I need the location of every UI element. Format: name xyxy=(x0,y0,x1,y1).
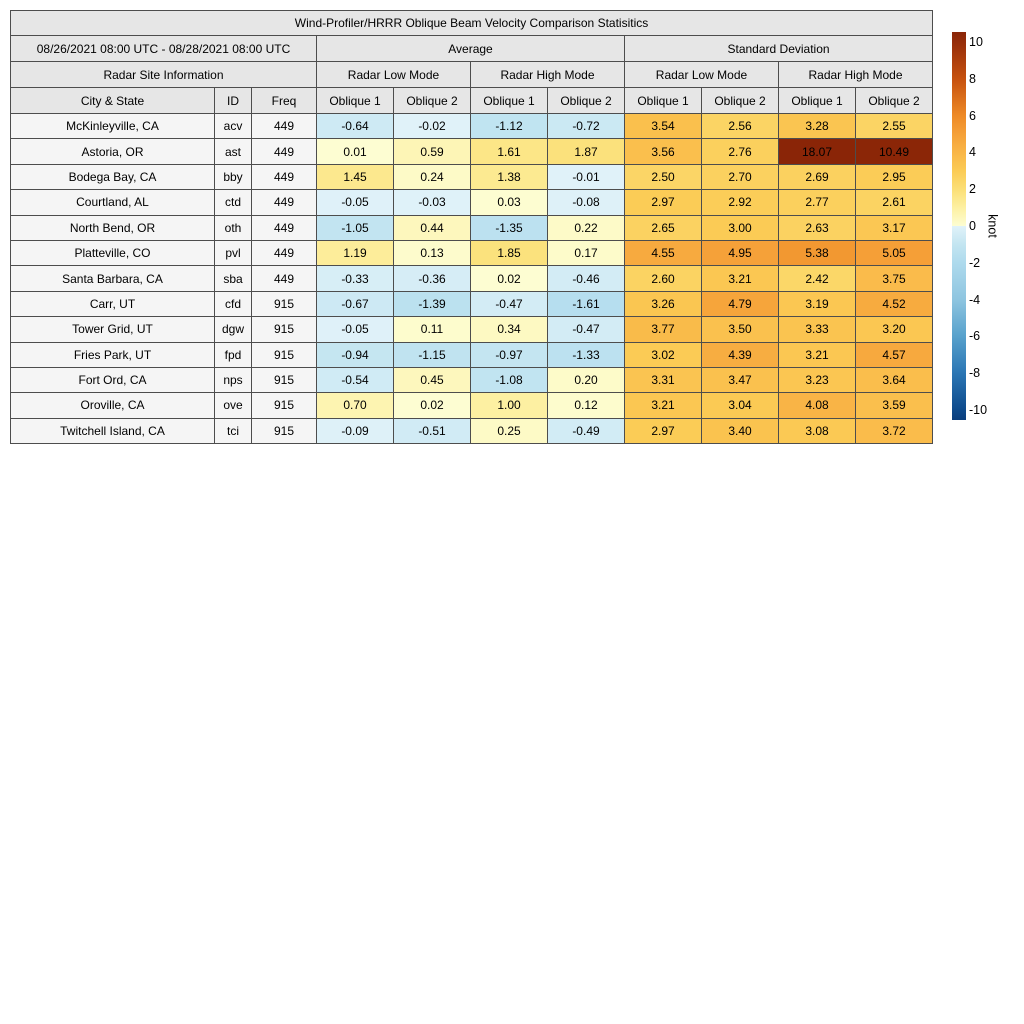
cell-value: 4.52 xyxy=(856,291,933,316)
cell-value: 3.54 xyxy=(625,114,702,139)
cell-freq: 915 xyxy=(252,317,317,342)
cell-value: -0.94 xyxy=(317,342,394,367)
colorbar-tick-label: 10 xyxy=(969,34,983,49)
cell-value: 3.40 xyxy=(702,418,779,443)
cell-value: 0.01 xyxy=(317,139,394,164)
cell-id: acv xyxy=(215,114,252,139)
group-header-average: Average xyxy=(317,36,625,62)
cell-city: Platteville, CO xyxy=(11,240,215,265)
cell-id: dgw xyxy=(215,317,252,342)
cell-value: -0.49 xyxy=(548,418,625,443)
cell-city: Tower Grid, UT xyxy=(11,317,215,342)
cell-value: 1.19 xyxy=(317,240,394,265)
cell-freq: 915 xyxy=(252,291,317,316)
colorbar-tick-label: -8 xyxy=(969,365,981,380)
cell-freq: 449 xyxy=(252,190,317,215)
cell-value: -0.01 xyxy=(548,164,625,189)
cell-value: 10.49 xyxy=(856,139,933,164)
cell-value: 3.00 xyxy=(702,215,779,240)
col-header-oblique1: Oblique 1 xyxy=(625,88,702,114)
cell-value: 1.85 xyxy=(471,240,548,265)
figure-title: Wind-Profiler/HRRR Oblique Beam Velocity Comparison Statisitics xyxy=(11,11,933,36)
table-row xyxy=(11,215,933,240)
colorbar-tick-label: -6 xyxy=(969,329,981,344)
group-header-standard-deviation: Standard Deviation xyxy=(625,36,933,62)
cell-value: -1.33 xyxy=(548,342,625,367)
cell-value: 3.77 xyxy=(625,317,702,342)
cell-value: 0.17 xyxy=(548,240,625,265)
colorbar-tick-label: -10 xyxy=(969,402,988,417)
colorbar-tick-label: 2 xyxy=(969,181,976,196)
cell-freq: 915 xyxy=(252,418,317,443)
colorbar-unit-label: knot xyxy=(985,214,1000,238)
col-header-freq: Freq xyxy=(252,88,317,114)
col-header-oblique2: Oblique 2 xyxy=(856,88,933,114)
cell-value: -1.08 xyxy=(471,367,548,392)
cell-value: 0.03 xyxy=(471,190,548,215)
cell-id: bby xyxy=(215,164,252,189)
cell-value: 2.77 xyxy=(779,190,856,215)
table-row xyxy=(11,291,933,316)
cell-value: 2.50 xyxy=(625,164,702,189)
cell-city: Fries Park, UT xyxy=(11,342,215,367)
cell-value: 5.05 xyxy=(856,240,933,265)
cell-value: 2.65 xyxy=(625,215,702,240)
cell-value: 2.70 xyxy=(702,164,779,189)
cell-id: ctd xyxy=(215,190,252,215)
col-header-city-state: City & State xyxy=(11,88,215,114)
cell-value: -1.05 xyxy=(317,215,394,240)
table-row xyxy=(11,317,933,342)
cell-value: -0.02 xyxy=(394,114,471,139)
cell-freq: 449 xyxy=(252,139,317,164)
cell-value: 18.07 xyxy=(779,139,856,164)
cell-value: -0.67 xyxy=(317,291,394,316)
cell-value: 1.87 xyxy=(548,139,625,164)
cell-value: -1.39 xyxy=(394,291,471,316)
cell-value: 3.21 xyxy=(779,342,856,367)
cell-city: Santa Barbara, CA xyxy=(11,266,215,291)
cell-value: 0.34 xyxy=(471,317,548,342)
cell-value: 3.04 xyxy=(702,393,779,418)
table-row xyxy=(11,164,933,189)
cell-value: -1.61 xyxy=(548,291,625,316)
cell-city: North Bend, OR xyxy=(11,215,215,240)
table-row xyxy=(11,367,933,392)
cell-value: -0.51 xyxy=(394,418,471,443)
cell-value: -1.12 xyxy=(471,114,548,139)
subheader-avg-high-mode: Radar High Mode xyxy=(471,62,625,88)
colorbar-tick-label: -2 xyxy=(969,255,981,270)
cell-city: Oroville, CA xyxy=(11,393,215,418)
cell-value: 2.97 xyxy=(625,418,702,443)
cell-value: 3.23 xyxy=(779,367,856,392)
cell-city: Bodega Bay, CA xyxy=(11,164,215,189)
cell-value: 0.12 xyxy=(548,393,625,418)
cell-value: -0.72 xyxy=(548,114,625,139)
cell-value: 0.02 xyxy=(394,393,471,418)
cell-value: 2.56 xyxy=(702,114,779,139)
cell-freq: 449 xyxy=(252,164,317,189)
cell-value: 0.11 xyxy=(394,317,471,342)
cell-value: 3.50 xyxy=(702,317,779,342)
cell-id: cfd xyxy=(215,291,252,316)
cell-id: tci xyxy=(215,418,252,443)
cell-value: -0.97 xyxy=(471,342,548,367)
cell-value: 0.44 xyxy=(394,215,471,240)
cell-value: 0.45 xyxy=(394,367,471,392)
cell-value: -0.47 xyxy=(471,291,548,316)
cell-value: 4.57 xyxy=(856,342,933,367)
cell-id: ove xyxy=(215,393,252,418)
subheader-std-high-mode: Radar High Mode xyxy=(779,62,933,88)
cell-value: 0.59 xyxy=(394,139,471,164)
cell-value: 0.22 xyxy=(548,215,625,240)
col-header-oblique1: Oblique 1 xyxy=(471,88,548,114)
col-header-oblique2: Oblique 2 xyxy=(394,88,471,114)
cell-value: 3.08 xyxy=(779,418,856,443)
cell-value: 0.25 xyxy=(471,418,548,443)
cell-value: 1.00 xyxy=(471,393,548,418)
col-header-oblique1: Oblique 1 xyxy=(779,88,856,114)
cell-value: 3.56 xyxy=(625,139,702,164)
cell-freq: 449 xyxy=(252,266,317,291)
cell-value: 0.13 xyxy=(394,240,471,265)
cell-freq: 915 xyxy=(252,367,317,392)
cell-freq: 915 xyxy=(252,393,317,418)
cell-value: -0.64 xyxy=(317,114,394,139)
cell-value: 3.19 xyxy=(779,291,856,316)
cell-value: 0.02 xyxy=(471,266,548,291)
cell-freq: 449 xyxy=(252,114,317,139)
cell-value: 2.69 xyxy=(779,164,856,189)
cell-value: 1.61 xyxy=(471,139,548,164)
cell-value: 3.75 xyxy=(856,266,933,291)
cell-value: 2.97 xyxy=(625,190,702,215)
cell-value: 2.76 xyxy=(702,139,779,164)
cell-id: ast xyxy=(215,139,252,164)
cell-value: 2.63 xyxy=(779,215,856,240)
cell-city: Fort Ord, CA xyxy=(11,367,215,392)
table-row xyxy=(11,240,933,265)
cell-value: -0.54 xyxy=(317,367,394,392)
cell-value: 3.59 xyxy=(856,393,933,418)
cell-value: -0.36 xyxy=(394,266,471,291)
cell-city: Carr, UT xyxy=(11,291,215,316)
col-header-oblique2: Oblique 2 xyxy=(548,88,625,114)
cell-id: oth xyxy=(215,215,252,240)
cell-value: 3.72 xyxy=(856,418,933,443)
cell-value: 2.55 xyxy=(856,114,933,139)
table-row xyxy=(11,190,933,215)
cell-city: Courtland, AL xyxy=(11,190,215,215)
cell-value: 3.02 xyxy=(625,342,702,367)
cell-value: -0.08 xyxy=(548,190,625,215)
group-header-site-info: Radar Site Information xyxy=(11,62,317,88)
table-row xyxy=(11,393,933,418)
cell-value: -0.03 xyxy=(394,190,471,215)
cell-value: 2.42 xyxy=(779,266,856,291)
cell-value: 5.38 xyxy=(779,240,856,265)
cell-value: 3.21 xyxy=(625,393,702,418)
cell-value: 0.70 xyxy=(317,393,394,418)
cell-id: pvl xyxy=(215,240,252,265)
table-row xyxy=(11,114,933,139)
col-header-oblique2: Oblique 2 xyxy=(702,88,779,114)
cell-value: -0.47 xyxy=(548,317,625,342)
cell-value: 3.33 xyxy=(779,317,856,342)
cell-id: nps xyxy=(215,367,252,392)
cell-value: 4.39 xyxy=(702,342,779,367)
table-row xyxy=(11,342,933,367)
cell-value: 0.24 xyxy=(394,164,471,189)
cell-city: Twitchell Island, CA xyxy=(11,418,215,443)
cell-value: 2.60 xyxy=(625,266,702,291)
cell-value: 2.92 xyxy=(702,190,779,215)
cell-value: 4.79 xyxy=(702,291,779,316)
date-range: 08/26/2021 08:00 UTC - 08/28/2021 08:00 UTC xyxy=(11,36,317,62)
cell-freq: 449 xyxy=(252,240,317,265)
col-header-id: ID xyxy=(215,88,252,114)
subheader-avg-low-mode: Radar Low Mode xyxy=(317,62,471,88)
cell-value: -0.33 xyxy=(317,266,394,291)
cell-value: 4.08 xyxy=(779,393,856,418)
cell-value: -1.15 xyxy=(394,342,471,367)
table-row xyxy=(11,418,933,443)
table-row xyxy=(11,266,933,291)
cell-value: 3.28 xyxy=(779,114,856,139)
col-header-oblique1: Oblique 1 xyxy=(317,88,394,114)
cell-value: 4.55 xyxy=(625,240,702,265)
colorbar-tick-label: -4 xyxy=(969,292,981,307)
cell-value: -0.09 xyxy=(317,418,394,443)
subheader-std-low-mode: Radar Low Mode xyxy=(625,62,779,88)
colorbar xyxy=(952,32,966,420)
stats-table xyxy=(10,10,933,444)
cell-value: -0.46 xyxy=(548,266,625,291)
cell-id: sba xyxy=(215,266,252,291)
colorbar-tick-label: 4 xyxy=(969,145,976,160)
cell-value: 3.17 xyxy=(856,215,933,240)
cell-freq: 915 xyxy=(252,342,317,367)
cell-value: 3.20 xyxy=(856,317,933,342)
cell-value: -0.05 xyxy=(317,317,394,342)
colorbar-tick-label: 8 xyxy=(969,71,976,86)
cell-value: 3.31 xyxy=(625,367,702,392)
cell-id: fpd xyxy=(215,342,252,367)
colorbar-tick-label: 6 xyxy=(969,108,976,123)
cell-value: 3.21 xyxy=(702,266,779,291)
cell-value: 3.26 xyxy=(625,291,702,316)
table-row xyxy=(11,139,933,164)
cell-value: 1.45 xyxy=(317,164,394,189)
colorbar-tick-label: 0 xyxy=(969,218,976,233)
cell-freq: 449 xyxy=(252,215,317,240)
cell-value: 2.95 xyxy=(856,164,933,189)
cell-value: 0.20 xyxy=(548,367,625,392)
cell-value: 3.47 xyxy=(702,367,779,392)
cell-value: -0.05 xyxy=(317,190,394,215)
cell-value: 3.64 xyxy=(856,367,933,392)
cell-value: 1.38 xyxy=(471,164,548,189)
cell-value: -1.35 xyxy=(471,215,548,240)
cell-value: 4.95 xyxy=(702,240,779,265)
cell-city: Astoria, OR xyxy=(11,139,215,164)
cell-city: McKinleyville, CA xyxy=(11,114,215,139)
cell-value: 2.61 xyxy=(856,190,933,215)
